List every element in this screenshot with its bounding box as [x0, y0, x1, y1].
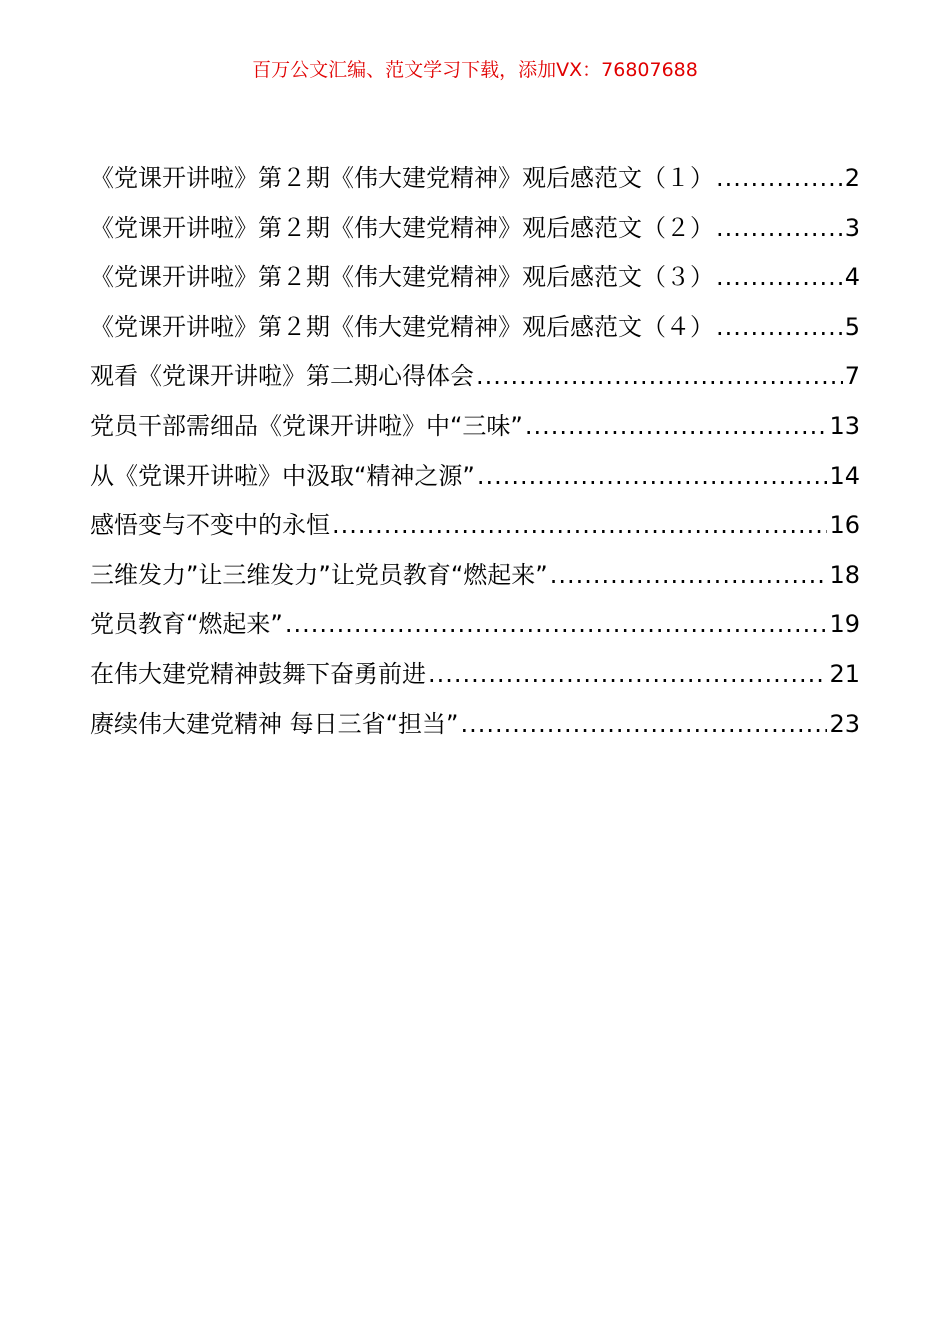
toc-entry[interactable] [90, 456, 860, 506]
toc-entry[interactable] [90, 604, 860, 654]
toc-dot-leader [716, 158, 843, 198]
toc-entry[interactable] [90, 654, 860, 704]
watermark-header: 百万公文汇编、范文学习下载，添加VX：76807688 [252, 59, 698, 81]
toc-entry-page: 2 [844, 164, 860, 192]
table-of-contents [90, 158, 860, 753]
toc-entry-page: 19 [829, 610, 860, 639]
toc-entry-page: 23 [829, 709, 860, 738]
toc-entry-title: 观看《党课开讲啦》第二期心得体会 [90, 362, 474, 391]
toc-dot-leader [476, 356, 843, 396]
toc-entry-page: 3 [844, 213, 860, 242]
toc-entry-title: 《党课开讲啦》第２期《伟大建党精神》观后感范文（１） [90, 164, 714, 192]
toc-dot-leader [716, 257, 843, 297]
toc-dot-leader [461, 704, 828, 744]
toc-entry[interactable] [90, 555, 860, 605]
toc-entry-title: 在伟大建党精神鼓舞下奋勇前进 [90, 659, 426, 688]
toc-entry-page: 18 [829, 560, 860, 589]
toc-entry-page: 16 [829, 511, 860, 540]
toc-dot-leader [716, 208, 843, 248]
toc-dot-leader [525, 406, 828, 446]
toc-entry[interactable] [90, 208, 860, 258]
toc-entry[interactable] [90, 505, 860, 555]
toc-entry-title: 《党课开讲啦》第２期《伟大建党精神》观后感范文（２） [90, 213, 714, 242]
toc-entry-title: 三维发力”让三维发力”让党员教育“燃起来” [90, 560, 548, 589]
toc-entry-title: 从《党课开讲啦》中汲取“精神之源” [90, 461, 475, 490]
toc-entry-title: 党员教育“燃起来” [90, 610, 283, 639]
toc-entry[interactable] [90, 158, 860, 208]
toc-dot-leader [716, 307, 843, 347]
toc-entry[interactable] [90, 307, 860, 357]
toc-entry-page: 4 [844, 263, 860, 292]
toc-entry-page: 21 [829, 659, 860, 688]
toc-entry-page: 7 [844, 362, 860, 391]
toc-entry-page: 14 [829, 461, 860, 490]
toc-entry-page: 13 [829, 411, 860, 440]
toc-entry[interactable] [90, 406, 860, 456]
toc-entry-title: 《党课开讲啦》第２期《伟大建党精神》观后感范文（３） [90, 263, 714, 292]
toc-dot-leader [550, 555, 828, 595]
toc-entry-title: 党员干部需细品《党课开讲啦》中“三味” [90, 411, 523, 440]
toc-entry[interactable] [90, 257, 860, 307]
toc-entry[interactable] [90, 356, 860, 406]
toc-dot-leader [285, 604, 828, 644]
toc-entry-title: 《党课开讲啦》第２期《伟大建党精神》观后感范文（４） [90, 312, 714, 341]
toc-entry-title: 感悟变与不变中的永恒 [90, 511, 330, 540]
toc-entry-page: 5 [844, 312, 860, 341]
toc-dot-leader [477, 456, 828, 496]
toc-dot-leader [332, 505, 827, 545]
toc-entry-title: 赓续伟大建党精神 每日三省“担当” [90, 709, 459, 738]
toc-dot-leader [428, 654, 827, 694]
toc-entry[interactable] [90, 704, 860, 754]
